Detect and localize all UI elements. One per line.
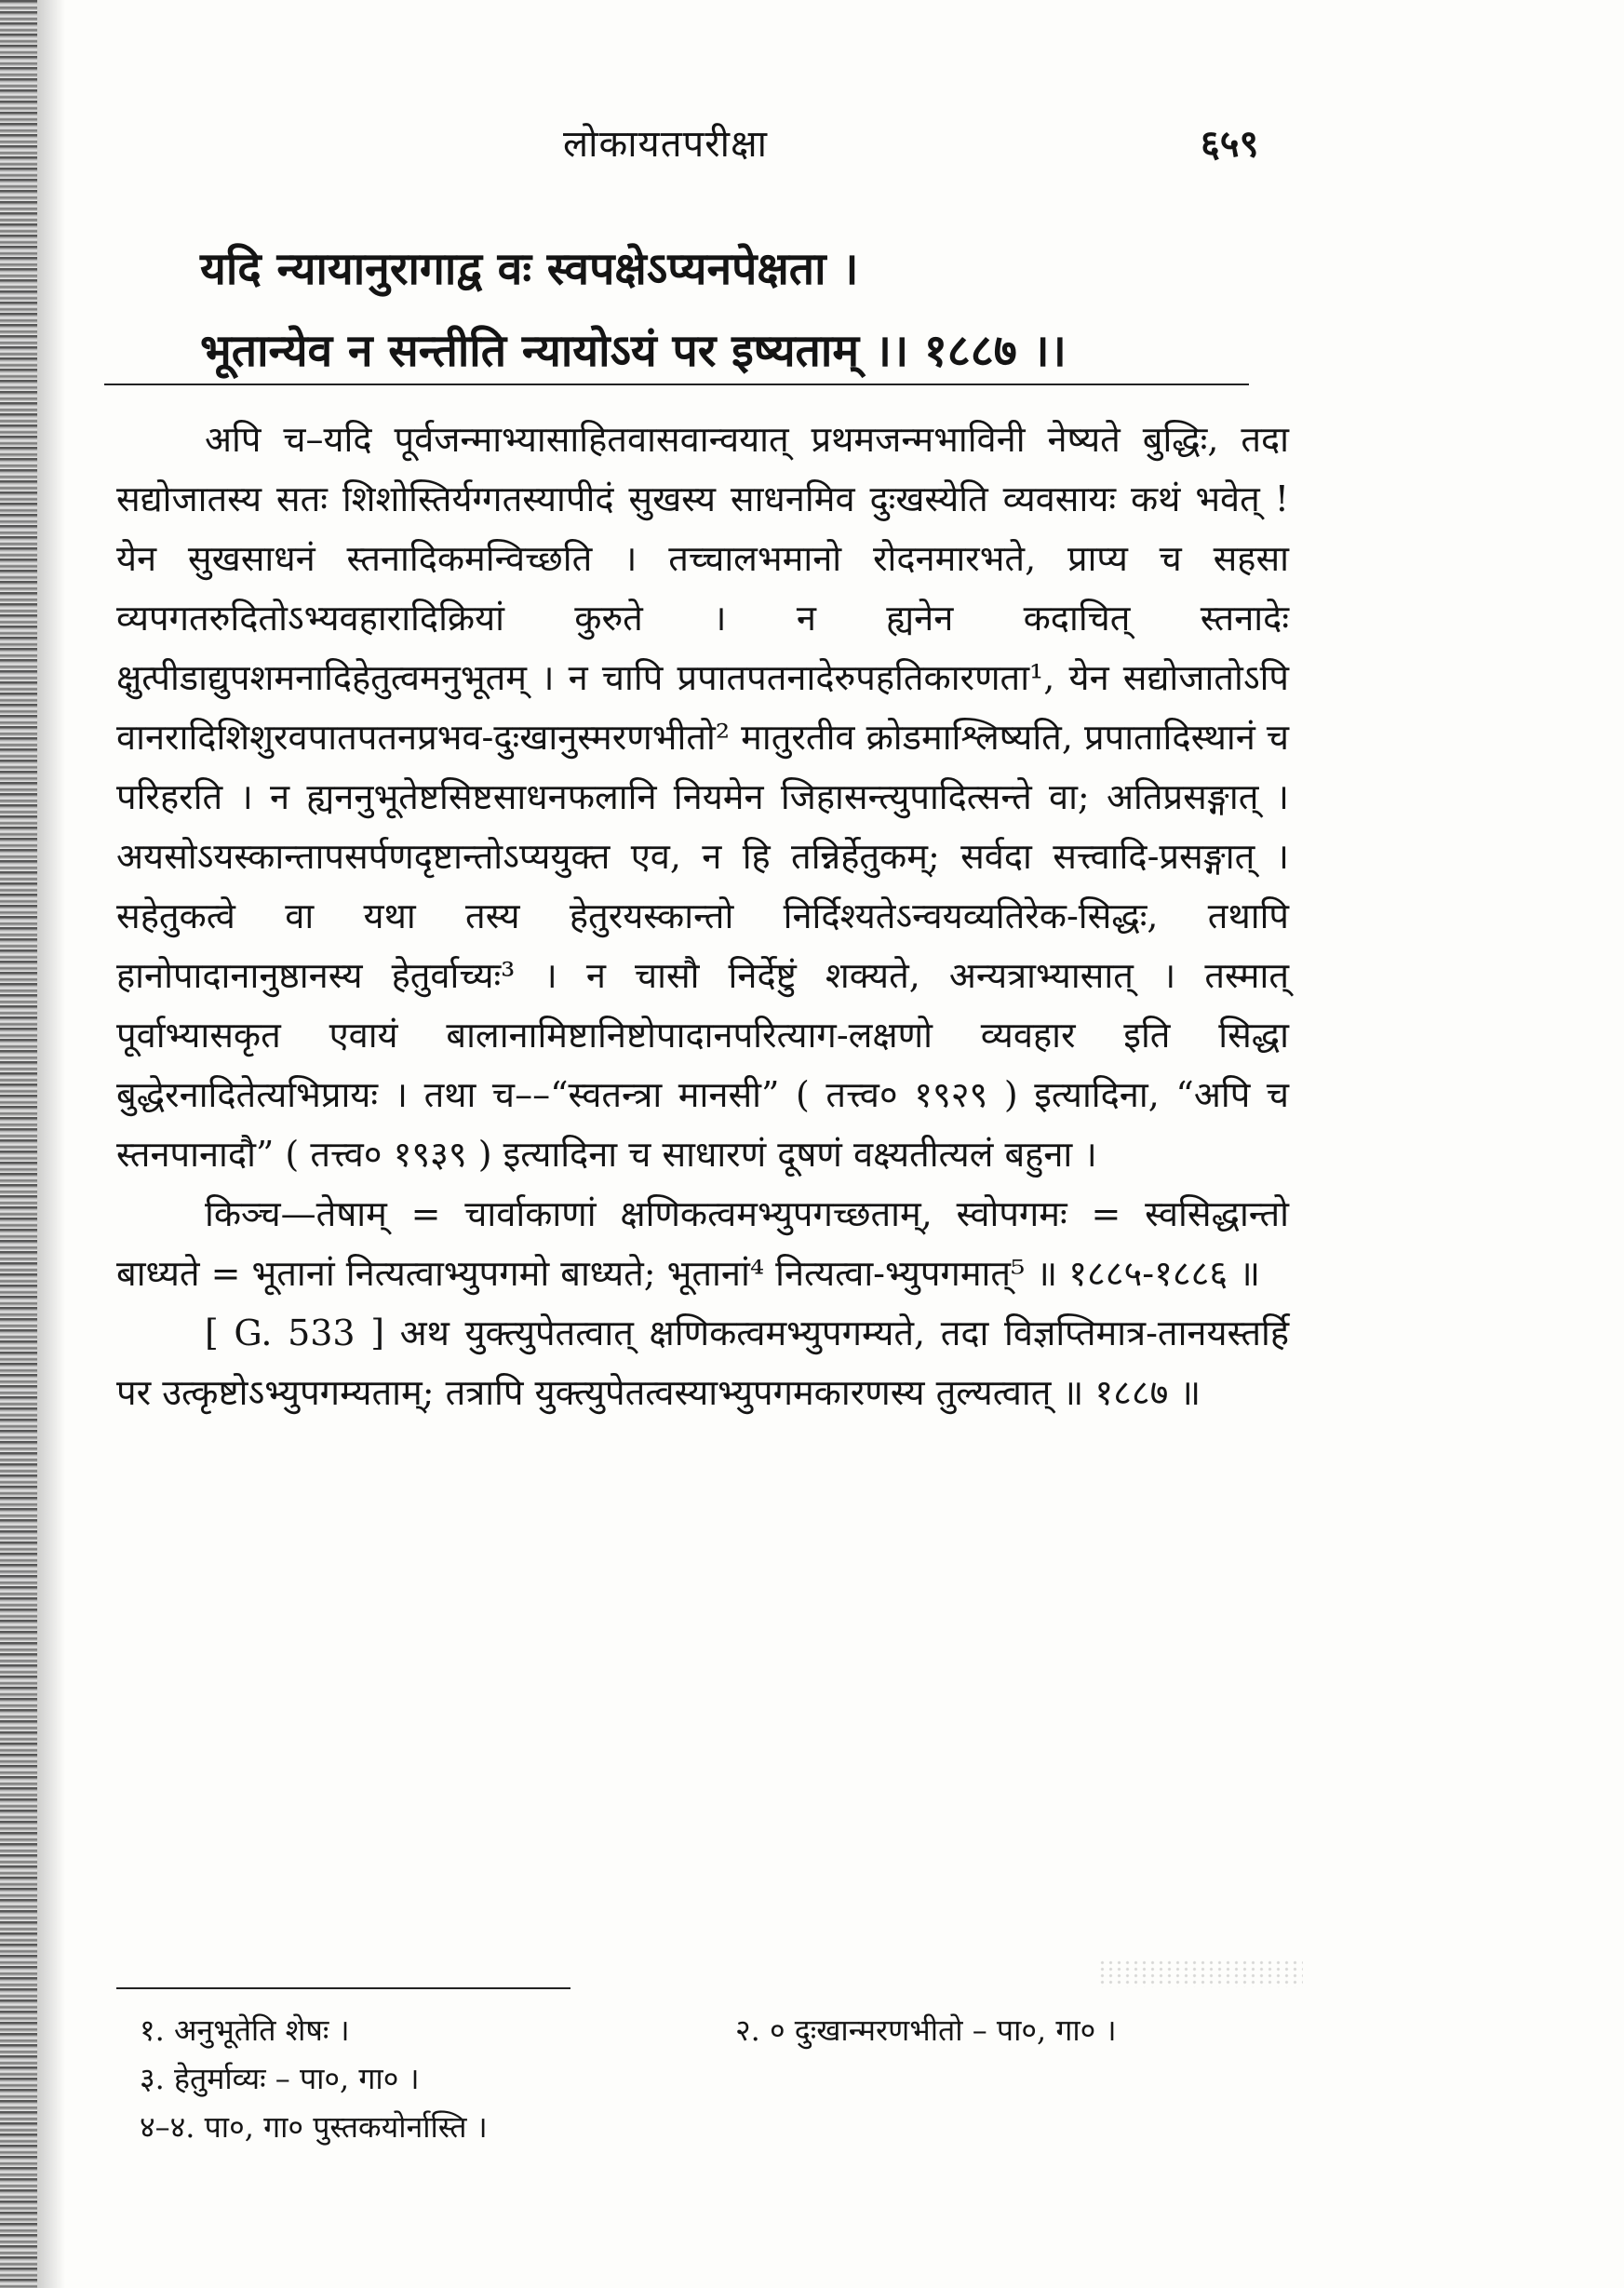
footnotes	[140, 2006, 1303, 2151]
verse-separator-rule	[104, 384, 1249, 385]
commentary-paragraph-3: [ G. 533 ] अथ युक्त्युपेतत्वात् क्षणिकत्वमभ्युपगम्यते, तदा विज्ञप्तिमात्र-तानयस्तर्हि पर उत्कृष्टोऽभ्युपगम्यताम्; तत्रापि युक्त्युपेतत्वस्याभ्युपगमकारणस्य तुल्यत्वात् ॥ १८८७ ॥	[116, 1312, 1289, 1413]
commentary-paragraph-2: किञ्च—तेषाम् = चार्वाकाणां क्षणिकत्वमभ्युपगच्छताम्, स्वोपगमः = स्वसिद्धान्तो बाध्यते = भूतानां नित्यत्वाभ्युपगमो बाध्यते; भूतानां⁴ नित्यत्वा-भ्युपगमात्⁵ ॥ १८८५-१८८६ ॥	[116, 1193, 1289, 1294]
verse-line-2: भूतान्येव न सन्तीति न्यायोऽयं पर इष्यताम् ।। १८८७ ।।	[200, 325, 1067, 377]
verse-line-1: यदि न्यायानुरागाद्व वः स्वपक्षेऽप्यनपेक्षता ।	[200, 243, 859, 295]
commentary-body	[116, 410, 1289, 1422]
running-header	[0, 116, 1624, 172]
footnote-3: ३. हेतुर्माव्यः – पा०, गा० ।	[140, 2061, 420, 2096]
verse-block	[200, 228, 1438, 392]
page-edge-shadow	[37, 0, 65, 2288]
footnote-2: २. ० दुःखान्मरणभीतो – पा०, गा० ।	[735, 2012, 1117, 2048]
footnote-4-5: ४–४. पा०, गा० पुस्तकयोर्नास्ति ।	[140, 2109, 488, 2145]
footnote-row-1	[140, 2006, 1303, 2054]
footnote-1: १. अनुभूतेति शेषः ।	[140, 2012, 350, 2048]
footnote-row-2	[140, 2054, 1303, 2103]
footnote-separator-rule	[116, 1987, 570, 1989]
scan-speckle	[1098, 1959, 1303, 1987]
footnote-row-3	[140, 2103, 1303, 2151]
running-title: लोकायतपरीक्षा	[563, 123, 769, 166]
page-number: ६५९	[1201, 122, 1259, 166]
commentary-paragraph-1: अपि च–यदि पूर्वजन्माभ्यासाहितवासवान्वयात् प्रथमजन्मभाविनी नेष्यते बुद्धिः, तदा सद्योजातस्य सतः शिशोस्तिर्यग्गतस्यापीदं सुखस्य साधनमिव दुःखस्येति व्यवसायः कथं भवेत् ! येन सुखसाधनं स्तनादिकमन्विच्छति । तच्चालभमानो रोदनमारभते, प्राप्य च सहसा व्यपगतरुदितोऽभ्यवहारादिक्रियां कुरुते । न ह्यनेन कदाचित् स्तनादेः क्षुत्पीडाद्युपशमनादिहेतुत्वमनुभूतम् । न चापि प्रपातपतनादेरुपहतिकारणता¹, येन सद्योजातोऽपि वानरादिशिशुरवपातपतनप्रभव-दुःखानुस्मरणभीतो² मातुरतीव क्रोडमाश्लिष्यति, प्रपातादिस्थानं च परिहरति । न ह्यननुभूतेष्टसिष्टसाधनफलानि नियमेन जिहासन्त्युपादित्सन्ते वा; अतिप्रसङ्गात् । अयसोऽयस्कान्तापसर्पणदृष्टान्तोऽप्ययुक्त एव, न हि तन्निर्हेतुकम्; सर्वदा सत्त्वादि-प्रसङ्गात् । सहेतुकत्वे वा यथा तस्य हेतुरयस्कान्तो निर्दिश्यतेऽन्वयव्यतिरेक-सिद्धः, तथापि हानोपादानानुष्ठानस्य हेतुर्वाच्यः³ । न चासौ निर्देष्टुं शक्यते, अन्यत्राभ्यासात् । तस्मात् पूर्वाभ्यासकृत एवायं बालानामिष्टानिष्टोपादानपरित्याग-लक्षणो व्यवहार इति सिद्धा बुद्धेरनादितेत्यभिप्रायः । तथा च––“स्वतन्त्रा मानसी” ( तत्त्व० १९२९ ) इत्यादिना, “अपि च स्तनपानादौ” ( तत्त्व० १९३९ ) इत्यादिना च साधारणं दूषणं वक्ष्यतीत्यलं बहुना ।	[116, 419, 1290, 1175]
scanned-page-edge	[0, 0, 37, 2288]
